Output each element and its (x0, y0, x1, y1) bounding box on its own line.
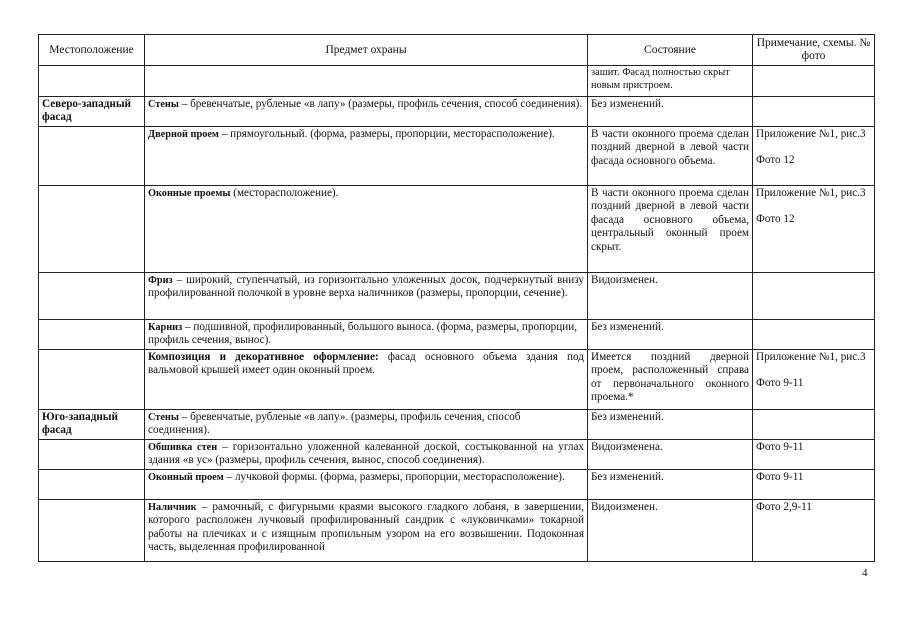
item-description: – прямоугольный. (форма, размеры, пропорции, месторасположение). (218, 128, 555, 140)
header-location: Местоположение (39, 35, 145, 66)
location-cell: Юго-западный фасад (39, 410, 145, 440)
note-cell (753, 127, 875, 186)
item-name: Стены (148, 412, 179, 423)
item-description: фасад основного объема здания под вальмовой крышей имеет один оконный проем. (148, 351, 584, 377)
state-cell: Видоизменен. (588, 500, 753, 562)
location-cell (39, 440, 145, 470)
state-cell: Без изменений. (588, 320, 753, 350)
item-description: – лучковой формы. (форма, размеры, пропорции, месторасположение). (223, 471, 565, 483)
subject-cell (145, 410, 588, 440)
table-row (39, 440, 875, 470)
table-row (39, 273, 875, 320)
item-name: Обшивка стен (148, 442, 218, 453)
state-cell: Имеется поздний дверной проем, расположенный справа от первоначального оконного проема.* (588, 350, 753, 410)
note-appendix: Приложение №1, рис.3 (756, 187, 866, 199)
subject-cell (145, 440, 588, 470)
note-cell (753, 410, 875, 440)
note-cell (753, 186, 875, 273)
state-cell: зашит. Фасад полностью скрыт новым пристроем. (588, 66, 753, 97)
state-cell: Без изменений. (588, 470, 753, 500)
table-row (39, 350, 875, 410)
table-row (39, 66, 875, 97)
subject-cell (145, 320, 588, 350)
table-row (39, 470, 875, 500)
note-cell: Фото 9-11 (753, 470, 875, 500)
note-cell: Фото 2,9-11 (753, 500, 875, 562)
page-number: 4 (862, 567, 868, 579)
item-description: (месторасположение). (230, 187, 339, 199)
location-cell (39, 350, 145, 410)
item-name: Композиция и декоративное оформление: (148, 351, 379, 363)
note-cell: Фото 9-11 (753, 440, 875, 470)
note-cell (753, 97, 875, 127)
subject-cell (145, 273, 588, 320)
note-cell (753, 350, 875, 410)
item-description: – широкий, ступенчатый, из горизонтально уложенных досок, подчеркнутый внизу профилированной полочкой в уровне верха наличников (размеры, пропорции, сечение). (148, 274, 584, 300)
item-name: Фриз (148, 275, 173, 286)
location-cell (39, 273, 145, 320)
item-name: Наличник (148, 502, 197, 513)
note-appendix: Приложение №1, рис.3 (756, 351, 866, 363)
header-state: Состояние (588, 35, 753, 66)
state-cell: Без изменений. (588, 410, 753, 440)
state-cell: В части оконного проема сделан поздний дверной в левой части фасада основного объема. (588, 127, 753, 186)
header-note: Примечание, схемы. № фото (753, 35, 875, 66)
table-row (39, 186, 875, 273)
item-name: Дверной проем (148, 129, 219, 140)
table-row (39, 410, 875, 440)
state-cell: Без изменений. (588, 97, 753, 127)
item-description: – бревенчатые, рубленые «в лапу» (размеры, профиль сечения, способ соединения). (178, 98, 583, 110)
item-name: Оконные проемы (148, 188, 231, 199)
location-cell: Северо-западный фасад (39, 97, 145, 127)
item-name: Карниз (148, 322, 183, 333)
item-description: – рамочный, с фигурными краями высокого гладкого лобаня, в завершении, которого расположен лучковый профилированный сандрик с «луковичками» токарной работы на плечиках и с изящным пропильным узором на его возвышении. Подоконная часть, выделенная профилированной (148, 501, 584, 554)
location-cell (39, 500, 145, 562)
location-cell (39, 186, 145, 273)
table-row (39, 320, 875, 350)
note-cell (753, 320, 875, 350)
subject-cell (145, 127, 588, 186)
item-description: – бревенчатые, рубленые «в лапу». (размеры, профиль сечения, способ соединения). (148, 411, 521, 437)
state-cell: Видоизменена. (588, 440, 753, 470)
location-cell (39, 66, 145, 97)
note-cell (753, 273, 875, 320)
note-appendix: Приложение №1, рис.3 (756, 128, 866, 140)
location-cell (39, 470, 145, 500)
location-cell (39, 320, 145, 350)
table-row (39, 97, 875, 127)
note-photo: Фото 9-11 (756, 377, 804, 390)
note-cell (753, 66, 875, 97)
item-name: Оконный проем (148, 472, 224, 483)
header-subject: Предмет охраны (145, 35, 588, 66)
item-name: Стены (148, 99, 179, 110)
protection-table (38, 34, 875, 562)
subject-cell (145, 186, 588, 273)
table-row (39, 127, 875, 186)
subject-cell (145, 500, 588, 562)
note-photo: Фото 12 (756, 154, 795, 167)
subject-cell (145, 97, 588, 127)
state-cell: Видоизменен. (588, 273, 753, 320)
subject-cell (145, 350, 588, 410)
subject-cell (145, 470, 588, 500)
location-cell (39, 127, 145, 186)
subject-cell (145, 66, 588, 97)
item-description: – горизонтально уложенной калеванной доской, состыкованной на углах здания «в ус» (размеры, профиль сечения, вынос, способ соединения). (148, 441, 584, 467)
note-photo: Фото 12 (756, 213, 795, 226)
table-row (39, 500, 875, 562)
table-header-row (39, 35, 875, 66)
item-description: – подшивной, профилированный, большого выноса. (форма, размеры, пропорции, профиль сечения, вынос). (148, 321, 578, 347)
state-cell: В части оконного проема сделан поздний дверной в левой части фасада основного объема, центральный оконный проем скрыт. (588, 186, 753, 273)
